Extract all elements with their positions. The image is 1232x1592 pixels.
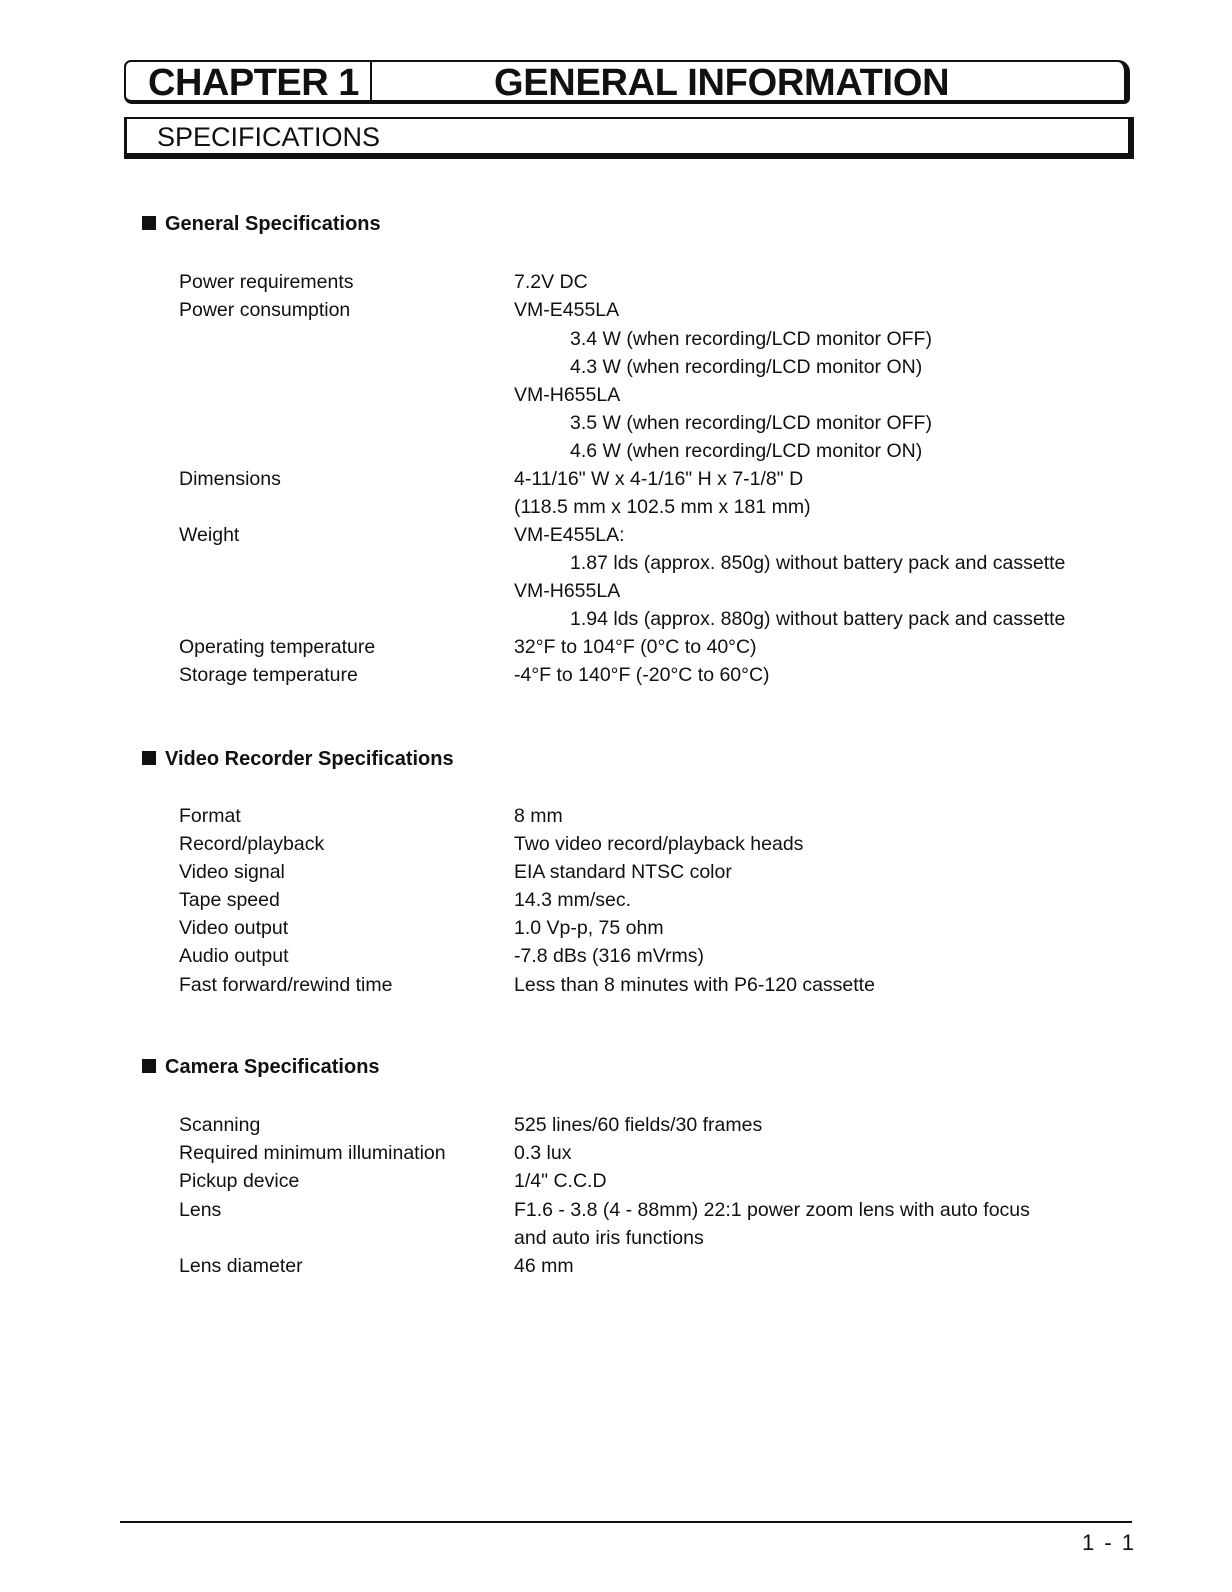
spec-value: 1.87 lds (approx. 850g) without battery pack and cassette [570,552,1066,574]
spec-value: (118.5 mm x 102.5 mm x 181 mm) [514,496,811,518]
video-specs-heading [142,748,454,771]
spec-row [0,661,1232,689]
spec-row [0,1167,1232,1195]
chapter-title: GENERAL INFORMATION [494,62,950,104]
spec-row [0,633,1232,661]
spec-value: 525 lines/60 fields/30 frames [514,1114,763,1136]
spec-value: VM-H655LA [514,580,621,602]
spec-label: Record/playback [179,833,325,855]
spec-row [0,886,1232,914]
spec-value: -7.8 dBs (316 mVrms) [514,945,704,967]
spec-row [0,296,1232,324]
spec-row [0,942,1232,970]
spec-value: 32°F to 104°F (0°C to 40°C) [514,636,757,658]
spec-value: 1.0 Vp-p, 75 ohm [514,917,664,939]
spec-row [0,353,1232,381]
spec-row [0,858,1232,886]
spec-label: Format [179,805,241,827]
spec-row [0,549,1232,577]
bullet-square-icon [142,1059,156,1073]
page-number: 1 - 1 [1082,1530,1137,1555]
spec-value: VM-E455LA: [514,524,625,546]
spec-label: Tape speed [179,889,280,911]
spec-label: Pickup device [179,1170,300,1192]
spec-label: Weight [179,524,240,546]
spec-row [0,577,1232,605]
chapter-label: CHAPTER 1 [148,62,359,104]
spec-row [0,409,1232,437]
spec-value: and auto iris functions [514,1227,704,1249]
spec-label: Video output [179,917,289,939]
spec-row [0,914,1232,942]
spec-label: Scanning [179,1114,261,1136]
spec-row [0,437,1232,465]
spec-value: VM-E455LA [514,299,620,321]
spec-value: 8 mm [514,805,563,827]
bullet-square-icon [142,216,156,230]
spec-value: 46 mm [514,1255,574,1277]
general-specs-heading [142,213,381,236]
spec-label: Audio output [179,945,289,967]
spec-label: Fast forward/rewind time [179,974,393,996]
spec-row [0,971,1232,999]
section-title: SPECIFICATIONS [157,122,381,152]
camera-specs-heading [142,1056,380,1079]
spec-value: Two video record/playback heads [514,833,804,855]
chapter-divider [370,62,372,102]
spec-value: EIA standard NTSC color [514,861,732,883]
spec-row [0,268,1232,296]
spec-label: Storage temperature [179,664,358,686]
spec-value: F1.6 - 3.8 (4 - 88mm) 22:1 power zoom lens with auto focus [514,1199,1030,1221]
spec-row [0,1224,1232,1252]
spec-value: VM-H655LA [514,384,621,406]
section-header [124,117,1134,159]
spec-value: 1.94 lds (approx. 880g) without battery pack and cassette [570,608,1066,630]
spec-label: Power consumption [179,299,351,321]
camera-specs-heading-text: Camera Specifications [165,1056,380,1078]
spec-row [0,325,1232,353]
spec-value: 3.5 W (when recording/LCD monitor OFF) [570,412,932,434]
spec-label: Video signal [179,861,285,883]
spec-row [0,381,1232,409]
spec-row [0,1196,1232,1224]
bullet-square-icon [142,751,156,765]
chapter-header [124,60,1130,104]
spec-row [0,1111,1232,1139]
spec-label: Lens diameter [179,1255,303,1277]
spec-label: Operating temperature [179,636,376,658]
spec-value: 7.2V DC [514,271,588,293]
spec-row [0,1252,1232,1280]
spec-value: -4°F to 140°F (-20°C to 60°C) [514,664,770,686]
general-specs-heading-text: General Specifications [165,213,381,235]
video-specs-heading-text: Video Recorder Specifications [165,748,454,770]
spec-row [0,830,1232,858]
spec-row [0,465,1232,493]
spec-value: 1/4" C.C.D [514,1170,607,1192]
spec-row [0,521,1232,549]
spec-label: Power requirements [179,271,354,293]
spec-value: 14.3 mm/sec. [514,889,632,911]
spec-row [0,802,1232,830]
spec-label: Required minimum illumination [179,1142,446,1164]
spec-label: Dimensions [179,468,281,490]
spec-value: 0.3 lux [514,1142,572,1164]
spec-value: 3.4 W (when recording/LCD monitor OFF) [570,328,932,350]
spec-row [0,605,1232,633]
spec-value: Less than 8 minutes with P6-120 cassette [514,974,875,996]
spec-row [0,1139,1232,1167]
spec-value: 4-11/16" W x 4-1/16" H x 7-1/8" D [514,468,804,490]
footer-rule [120,1521,1132,1523]
spec-label: Lens [179,1199,222,1221]
spec-value: 4.6 W (when recording/LCD monitor ON) [570,440,923,462]
spec-row [0,493,1232,521]
spec-value: 4.3 W (when recording/LCD monitor ON) [570,356,923,378]
